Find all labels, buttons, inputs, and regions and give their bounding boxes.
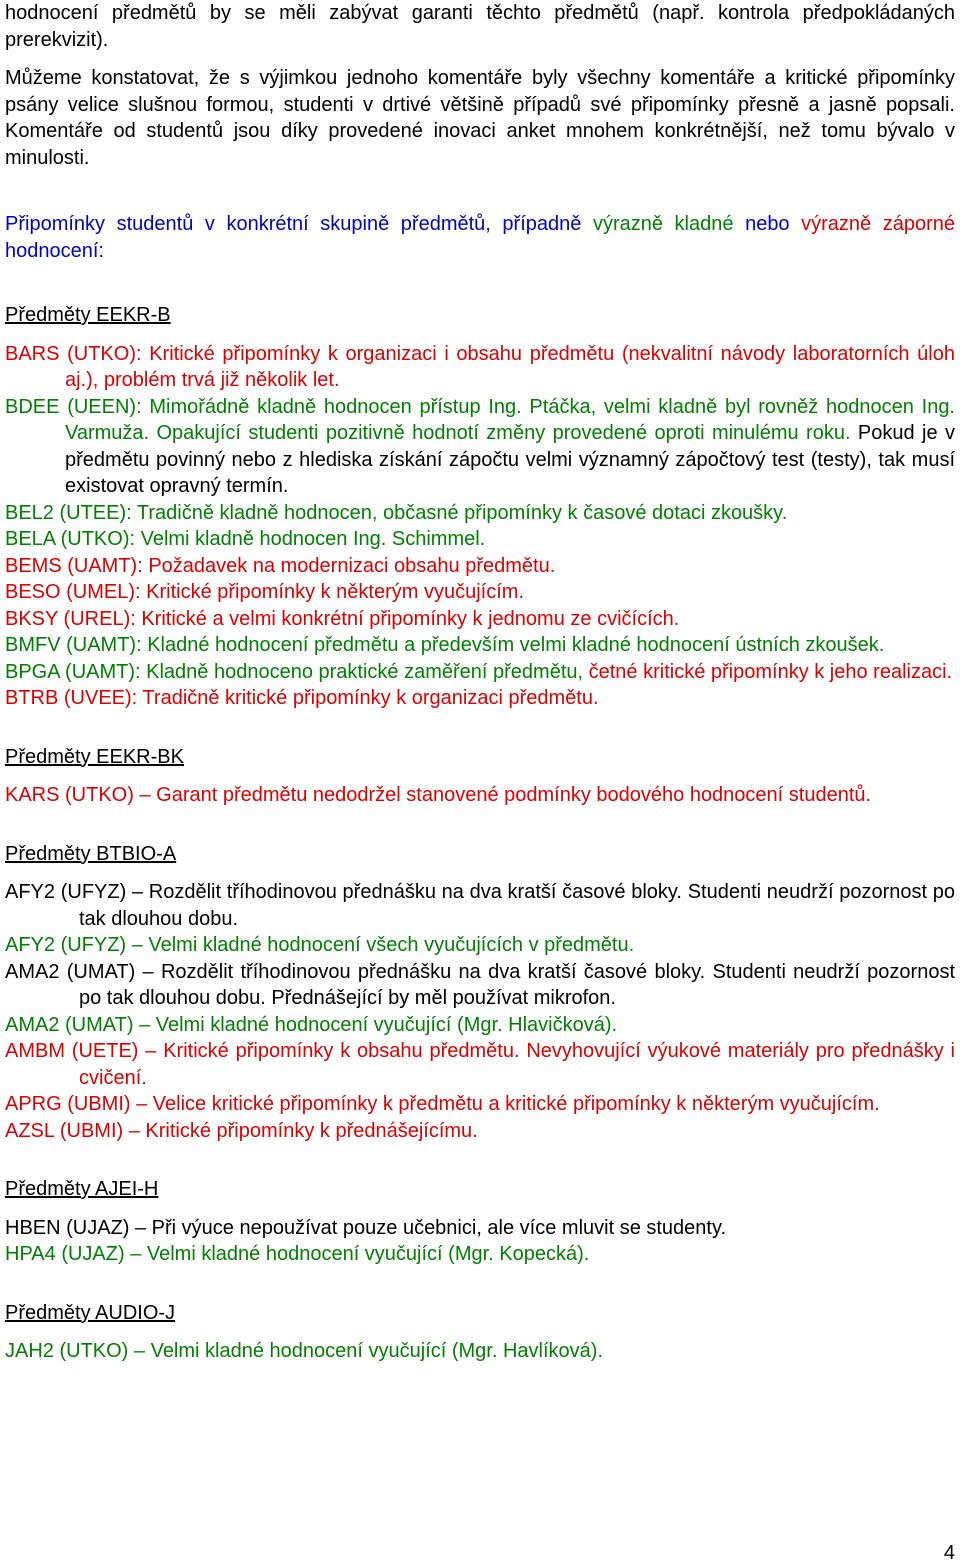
section-heading [5, 211, 955, 264]
comment-segment: Pokud je v předmětu povinný nebo z hlediska získání zápočtu velmi významný zápočtový test (testy), tak musí existovat opravný termín. [65, 422, 955, 497]
comment-segment: četné kritické připomínky k jeho realizaci. [583, 660, 953, 683]
comment-entry [5, 879, 955, 932]
comment-segment: JAH2 (UTKO) – Velmi kladné hodnocení vyučující (Mgr. Havlíková). [5, 1340, 604, 1362]
comment-segment: AMA2 (UMAT) – Rozdělit tříhodinovou přednášku na dva kratší časové bloky. Studenti neudrží pozornost po tak dlouhou dobu. Přednášející by měl používat mikrofon. [5, 960, 955, 1009]
comment-segment: HBEN (UJAZ) – Při výuce nepoužívat pouze učebnici, ale více mluvit se studenty. [5, 1216, 727, 1239]
comment-segment: BEMS (UAMT): Požadavek na modernizaci obsahu předmětu. [5, 554, 556, 577]
comment-entry [5, 782, 955, 809]
heading-part-5: hodnocení: [5, 239, 104, 262]
comment-entry [5, 1215, 955, 1242]
comment-entry [5, 1118, 955, 1145]
sections-container [5, 302, 955, 1365]
heading-part-3: nebo [733, 213, 802, 235]
comment-entry [5, 1012, 955, 1039]
comment-entry [5, 1038, 955, 1091]
comment-segment: AMA2 (UMAT) – Velmi kladné hodnocení vyučující (Mgr. Hlavičková). [5, 1013, 618, 1036]
comment-segment: AFY2 (UFYZ) – Rozdělit tříhodinovou přednášku na dva kratší časové bloky. Studenti neudrží pozornost po tak dlouhou dobu. [5, 881, 955, 930]
comment-entry [5, 579, 955, 606]
comment-segment: KARS (UTKO) – Garant předmětu nedodržel stanovené podmínky bodového hodnocení studentů. [5, 784, 872, 806]
heading-negative-label: výrazně záporné [801, 213, 956, 235]
comment-entry [5, 394, 955, 500]
comment-segment: AMBM (UETE) – Kritické připomínky k obsahu předmětu. Nevyhovující výukové materiály pro přednášky i cvičení. [5, 1040, 955, 1089]
page-number: 4 [943, 1542, 955, 1564]
comment-segment: BMFV (UAMT): Kladné hodnocení předmětu a především velmi kladné hodnocení ústních zkoušek. [5, 634, 885, 656]
comment-segment: BPGA (UAMT): Kladně hodnoceno praktické zaměření předmětu, [5, 660, 584, 683]
comment-segment: BKSY (UREL): Kritické a velmi konkrétní připomínky k jednomu ze cvičících. [5, 607, 680, 630]
section-title: Předměty AUDIO-J [5, 1301, 176, 1324]
comment-entry [5, 659, 955, 686]
comment-entry [5, 685, 955, 712]
comment-entry [5, 1091, 955, 1118]
comment-entry [5, 606, 955, 633]
comment-segment: BELA (UTKO): Velmi kladně hodnocen Ing. Schimmel. [5, 528, 486, 550]
comment-segment: AFY2 (UFYZ) – Velmi kladné hodnocení všech vyučujících v předmětu. [5, 934, 635, 956]
section-title: Předměty BTBIO-A [5, 842, 177, 865]
comment-segment: BARS (UTKO): Kritické připomínky k organizaci i obsahu předmětu (nekvalitní návody laboratorních úloh aj.), problém trvá již několik let. [5, 342, 955, 391]
heading-part-1: Připomínky studentů v konkrétní skupině předmětů, případně [5, 213, 593, 235]
comment-segment: AZSL (UBMI) – Kritické připomínky k přednášejícímu. [5, 1119, 478, 1142]
section-title: Předměty AJEI-H [5, 1178, 159, 1200]
intro-paragraph-1: hodnocení předmětů by se měli zabývat garanti těchto předmětů (např. kontrola předpokládaných prerekvizit). [5, 2, 955, 51]
comment-entry [5, 553, 955, 580]
comment-segment: BTRB (UVEE): Tradičně kritické připomínky k organizaci předmětu. [5, 687, 599, 709]
comment-segment: APRG (UBMI) – Velice kritické připomínky k předmětu a kritické připomínky k některým vyučujícím. [5, 1093, 880, 1115]
section-title: Předměty EEKR-B [5, 304, 171, 326]
comment-segment: BEL2 (UTEE): Tradičně kladně hodnocen, občasné připomínky k časové dotaci zkoušky. [5, 501, 788, 524]
heading-positive-label: výrazně kladné [592, 213, 734, 235]
comment-segment: BDEE (UEEN): Mimořádně kladně hodnocen přístup Ing. Ptáčka, velmi kladně byl rovněž hodnocen Ing. Varmuža. Opakující studenti pozitivně hodnotí změny provedené oproti minulému roku. [5, 395, 955, 444]
comment-entry [5, 959, 955, 1012]
comment-segment: BESO (UMEL): Kritické připomínky k některým vyučujícím. [5, 581, 525, 603]
comment-entry [5, 932, 955, 959]
document-page [5, 0, 955, 1365]
comment-entry [5, 632, 955, 659]
section-title: Předměty EEKR-BK [5, 745, 184, 768]
comment-entry [5, 526, 955, 553]
comment-entry [5, 341, 955, 394]
intro-paragraph-2: Můžeme konstatovat, že s výjimkou jednoho komentáře byly všechny komentáře a kritické připomínky psány velice slušnou formou, studenti v drtivé většině případů své připomínky přesně a jasně popsali. Komentáře od studentů jsou díky provedené inovaci anket mnohem konkrétnější, než tomu bývalo v minulosti. [5, 67, 955, 169]
comment-entry [5, 500, 955, 527]
comment-segment: HPA4 (UJAZ) – Velmi kladné hodnocení vyučující (Mgr. Kopecká). [5, 1243, 590, 1265]
comment-entry [5, 1241, 955, 1268]
comment-entry [5, 1338, 955, 1365]
